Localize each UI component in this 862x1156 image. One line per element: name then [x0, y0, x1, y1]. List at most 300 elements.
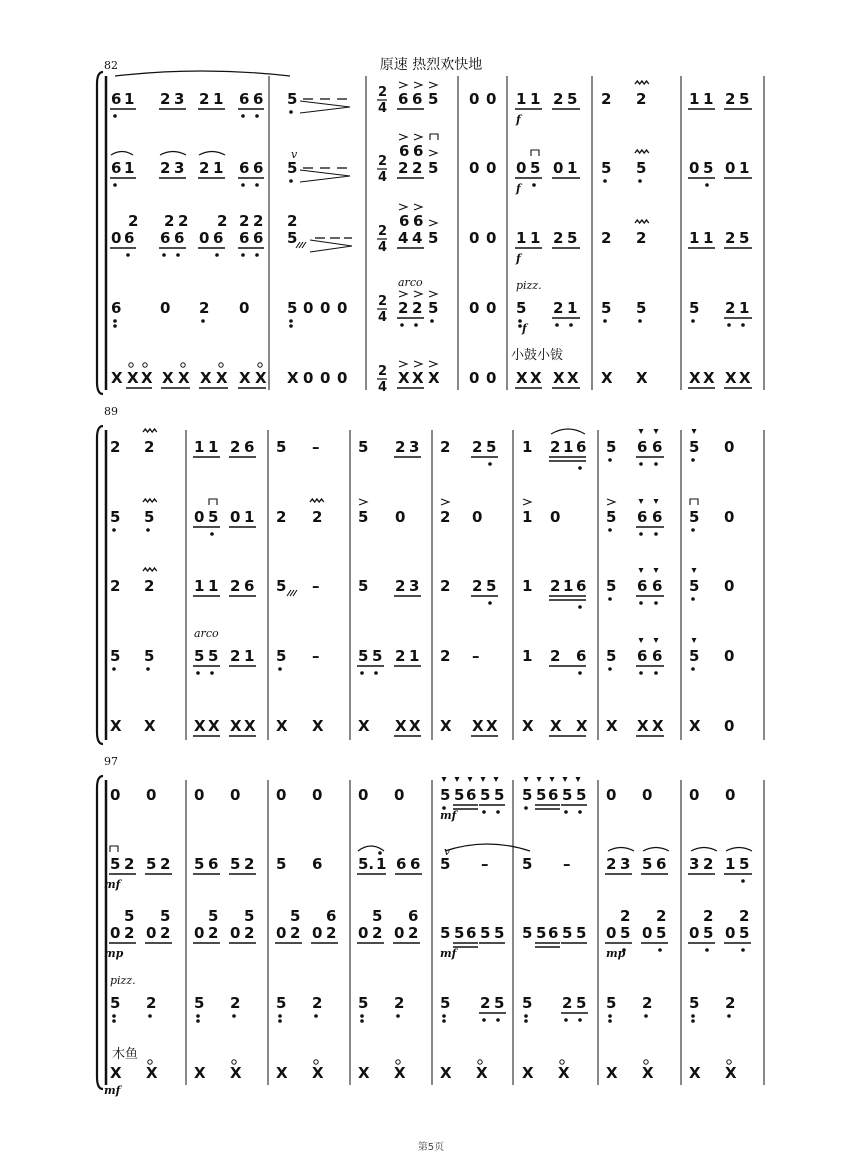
note-digit: 2 — [562, 994, 573, 1012]
note-digit: 5 — [287, 159, 298, 177]
note-digit: 2 — [601, 90, 612, 108]
note-digit: X — [394, 1064, 406, 1082]
octave-dot — [691, 1019, 695, 1023]
octave-dot — [608, 458, 612, 462]
accent-mark — [399, 204, 407, 210]
note-digit: 0 — [312, 924, 323, 942]
decrescendo-hairpin — [300, 101, 350, 113]
note-digit: 2 — [636, 229, 647, 247]
note-digit: 0 — [469, 369, 480, 387]
octave-dot — [691, 1014, 695, 1018]
octave-dot — [532, 183, 536, 187]
note-digit: 5 — [358, 647, 369, 665]
note-digit: 6 — [399, 212, 410, 230]
time-signature: 4 — [378, 240, 388, 255]
note-digit: 5 — [276, 647, 287, 665]
note-digit: 2 — [217, 212, 228, 230]
note-digit: 3 — [620, 855, 631, 873]
note-digit: 1 — [703, 229, 714, 247]
note-digit: 1 — [516, 229, 527, 247]
note-digit: 5 — [494, 786, 505, 804]
note-digit: 6 — [466, 924, 477, 942]
note-digit: 6 — [656, 855, 667, 873]
note-digit: 5 — [606, 438, 617, 456]
note-digit: 0 — [642, 786, 653, 804]
octave-dot — [396, 1014, 400, 1018]
slur — [358, 846, 384, 851]
note-digit: X — [312, 1064, 324, 1082]
note-digit: X — [703, 369, 715, 387]
note-digit: 5 — [110, 994, 121, 1012]
octave-dot — [638, 179, 642, 183]
octave-dot — [638, 319, 642, 323]
octave-dot — [255, 183, 259, 187]
note-digit: X — [110, 1064, 122, 1082]
note-digit: 2 — [620, 907, 631, 925]
octave-dot — [112, 1014, 116, 1018]
octave-dot — [112, 528, 116, 532]
note-digit: 1 — [689, 90, 700, 108]
note-digit: 1 — [530, 90, 541, 108]
note-digit: 0 — [276, 924, 287, 942]
note-digit: 6 — [652, 577, 663, 595]
note-digit: 5 — [739, 924, 750, 942]
note-digit: X — [486, 717, 498, 735]
note-digit: 2 — [199, 159, 210, 177]
staccato-mark — [639, 499, 644, 504]
note-digit: X — [111, 369, 123, 387]
staccato-mark — [692, 638, 697, 643]
note-digit: X — [412, 369, 424, 387]
octave-dot — [210, 532, 214, 536]
octave-dot — [196, 1014, 200, 1018]
octave-dot — [112, 667, 116, 671]
mordent-mark — [143, 568, 157, 571]
note-digit: 5 — [372, 907, 383, 925]
note-digit: 5 — [208, 907, 219, 925]
note-digit: 5 — [290, 907, 301, 925]
note-digit: 2 — [408, 924, 419, 942]
note-digit: 0 — [111, 229, 122, 247]
note-digit: 5 — [276, 577, 287, 595]
note-digit: 2 — [550, 577, 561, 595]
note-digit: – — [472, 647, 480, 665]
octave-dot — [430, 319, 434, 323]
note-digit: 1 — [194, 438, 205, 456]
note-digit: 0 — [469, 90, 480, 108]
note-digit: 5 — [620, 924, 631, 942]
note-digit: 5 — [606, 577, 617, 595]
note-digit: X — [642, 1064, 654, 1082]
note-digit: 0 — [358, 924, 369, 942]
octave-dot — [741, 323, 745, 327]
note-digit: 0 — [486, 159, 497, 177]
staccato-mark — [524, 777, 529, 782]
note-digit: 5 — [287, 90, 298, 108]
note-digit: 6 — [637, 577, 648, 595]
octave-dot — [113, 319, 117, 323]
note-digit: 2 — [412, 299, 423, 317]
slur — [551, 429, 585, 434]
note-digit: 6 — [408, 907, 419, 925]
octave-dot — [482, 810, 486, 814]
note-digit: X — [739, 369, 751, 387]
note-digit: 0 — [724, 508, 735, 526]
technique-marking: arco — [398, 276, 423, 289]
note-digit: 5 — [124, 907, 135, 925]
octave-dot — [374, 671, 378, 675]
downbow-mark — [690, 499, 698, 505]
note-digit: 0 — [230, 924, 241, 942]
system-bracket — [97, 776, 103, 1089]
octave-dot — [578, 810, 582, 814]
note-digit: 5 — [208, 647, 219, 665]
note-digit: X — [398, 369, 410, 387]
note-digit: 2 — [553, 229, 564, 247]
note-digit: 5 — [486, 577, 497, 595]
octave-dot — [488, 462, 492, 466]
accent-mark — [359, 499, 367, 505]
accent-mark — [414, 361, 422, 367]
note-digit: 5 — [194, 647, 205, 665]
note-digit: 5 — [454, 786, 465, 804]
note-digit: 5 — [522, 855, 533, 873]
note-digit: 0 — [194, 924, 205, 942]
octave-dot — [691, 319, 695, 323]
dynamic-mark: f — [516, 182, 521, 195]
slur — [726, 848, 752, 852]
note-digit: 6 — [410, 855, 421, 873]
note-digit: 5 — [576, 994, 587, 1012]
note-digit: 2 — [110, 577, 121, 595]
note-digit: 2 — [372, 924, 383, 942]
note-digit: X — [689, 1064, 701, 1082]
note-digit: 2 — [312, 994, 323, 1012]
note-digit: 2 — [703, 855, 714, 873]
note-digit: 6 — [576, 647, 587, 665]
note-digit: 3 — [174, 159, 185, 177]
octave-dot — [482, 1018, 486, 1022]
harmonic-mark — [219, 363, 223, 367]
octave-dot — [555, 323, 559, 327]
instrument-label: 木鱼 — [112, 1047, 139, 1062]
octave-dot — [112, 1019, 116, 1023]
note-digit: 0 — [110, 786, 121, 804]
accent-mark — [414, 204, 422, 210]
note-digit: 6 — [652, 508, 663, 526]
octave-dot — [639, 601, 643, 605]
staccato-mark — [639, 429, 644, 434]
accent-mark — [399, 291, 407, 297]
octave-dot — [691, 667, 695, 671]
octave-dot — [241, 253, 245, 257]
accent-mark — [399, 82, 407, 88]
note-digit: 1 — [567, 299, 578, 317]
note-digit: X — [652, 717, 664, 735]
note-digit: X — [141, 369, 153, 387]
slur — [111, 152, 133, 156]
note-digit: 0 — [303, 369, 314, 387]
note-digit: 5 — [522, 994, 533, 1012]
note-digit: 2 — [199, 299, 210, 317]
staccato-mark — [654, 499, 659, 504]
note-digit: 2 — [553, 90, 564, 108]
note-digit: 5 — [287, 229, 298, 247]
note-digit: 6 — [548, 924, 559, 942]
note-digit: X — [558, 1064, 570, 1082]
measure-number: 97 — [104, 755, 118, 768]
note-digit: X — [409, 717, 421, 735]
note-digit: X — [276, 1064, 288, 1082]
note-digit: 6 — [652, 647, 663, 665]
note-digit: 0 — [276, 786, 287, 804]
note-digit: 6 — [312, 855, 323, 873]
note-digit: 2 — [239, 212, 250, 230]
octave-dot — [608, 667, 612, 671]
note-digit: 0 — [553, 159, 564, 177]
note-digit: 0 — [199, 229, 210, 247]
note-digit: 5 — [276, 855, 287, 873]
note-digit: X — [162, 369, 174, 387]
octave-dot — [113, 324, 117, 328]
octave-dot — [741, 879, 745, 883]
note-digit: 5 — [110, 855, 121, 873]
note-digit: 5 — [428, 90, 439, 108]
note-digit: 5 — [739, 229, 750, 247]
note-digit: 5 — [110, 508, 121, 526]
note-digit: 1 — [522, 647, 533, 665]
staccato-mark — [692, 568, 697, 573]
slur — [160, 152, 186, 156]
note-digit: 6 — [399, 142, 410, 160]
note-digit: 5 — [703, 159, 714, 177]
accent-mark — [429, 291, 437, 297]
note-digit: 5 — [601, 299, 612, 317]
octave-dot — [126, 253, 130, 257]
note-digit: 0 — [606, 924, 617, 942]
note-digit: 0 — [689, 159, 700, 177]
note-digit: 3 — [174, 90, 185, 108]
note-digit: 0 — [394, 924, 405, 942]
note-digit: 2 — [642, 994, 653, 1012]
note-digit: 2 — [725, 90, 736, 108]
note-digit: 2 — [230, 438, 241, 456]
note-digit: 2 — [472, 577, 483, 595]
note-digit: 1 — [522, 577, 533, 595]
octave-dot — [608, 1019, 612, 1023]
note-digit: 6 — [213, 229, 224, 247]
note-digit: X — [358, 1064, 370, 1082]
note-digit: 5 — [494, 994, 505, 1012]
staccato-mark — [468, 777, 473, 782]
note-digit: X — [440, 717, 452, 735]
note-digit: 0 — [472, 508, 483, 526]
note-digit: 5 — [358, 438, 369, 456]
note-digit: 0 — [146, 786, 157, 804]
note-digit: 2 — [550, 647, 561, 665]
staccato-mark — [692, 429, 697, 434]
note-digit: 2 — [244, 855, 255, 873]
note-digit: X — [636, 369, 648, 387]
note-digit: – — [563, 855, 571, 873]
note-digit: 0 — [194, 786, 205, 804]
note-digit: X — [312, 717, 324, 735]
slur — [691, 848, 717, 852]
staccato-mark — [639, 638, 644, 643]
octave-dot — [608, 528, 612, 532]
note-digit: 5 — [636, 299, 647, 317]
note-digit: 1 — [213, 90, 224, 108]
note-digit: 0 — [394, 786, 405, 804]
octave-dot — [196, 1019, 200, 1023]
note-digit: 5 — [689, 299, 700, 317]
note-digit: 2 — [412, 159, 423, 177]
note-digit: 6 — [244, 438, 255, 456]
note-digit: 5 — [562, 786, 573, 804]
note-digit: 5 — [522, 924, 533, 942]
note-digit: 1 — [739, 299, 750, 317]
staccato-mark — [494, 777, 499, 782]
note-digit: 5 — [230, 855, 241, 873]
note-digit: X — [239, 369, 251, 387]
note-digit: 2 — [395, 438, 406, 456]
note-digit: X — [146, 1064, 158, 1082]
note-digit: 1 — [244, 647, 255, 665]
note-digit: 4 — [398, 229, 409, 247]
note-digit: 5 — [486, 438, 497, 456]
time-signature: 2 — [378, 364, 388, 379]
note-digit: 1 — [689, 229, 700, 247]
note-digit: 0 — [395, 508, 406, 526]
note-digit: X — [244, 717, 256, 735]
octave-dot — [639, 532, 643, 536]
octave-dot — [578, 605, 582, 609]
octave-dot — [278, 1014, 282, 1018]
octave-dot — [146, 667, 150, 671]
staccato-mark — [442, 777, 447, 782]
note-digit: X — [606, 717, 618, 735]
note-digit: X — [637, 717, 649, 735]
note-digit: 6 — [412, 90, 423, 108]
mordent-mark — [143, 499, 157, 502]
staccato-mark — [481, 777, 486, 782]
accent-mark — [429, 150, 437, 156]
note-digit: 6 — [637, 508, 648, 526]
harmonic-mark — [181, 363, 185, 367]
note-digit: 5 — [244, 907, 255, 925]
note-digit: 6 — [637, 438, 648, 456]
note-digit: 5 — [428, 299, 439, 317]
note-digit: 5 — [703, 924, 714, 942]
octave-dot — [691, 528, 695, 532]
note-digit: 2 — [160, 924, 171, 942]
note-digit: 6 — [637, 647, 648, 665]
note-digit: X — [725, 1064, 737, 1082]
octave-dot — [360, 1019, 364, 1023]
note-digit: 2 — [160, 159, 171, 177]
note-digit: 5 — [530, 159, 541, 177]
dynamic-mark: mf — [104, 1084, 121, 1097]
measure-number: 89 — [104, 405, 118, 418]
note-digit: 5 — [358, 508, 369, 526]
note-digit: X — [516, 369, 528, 387]
time-signature: 4 — [378, 310, 388, 325]
note-digit: 2 — [199, 90, 210, 108]
time-signature: 2 — [378, 154, 388, 169]
note-digit: X — [194, 717, 206, 735]
note-digit: 2 — [739, 907, 750, 925]
technique-marking: pizz. — [110, 974, 136, 987]
note-digit: 0 — [110, 924, 121, 942]
mordent-mark — [310, 499, 324, 502]
note-digit: 3 — [409, 577, 420, 595]
octave-dot — [608, 597, 612, 601]
note-digit: 0 — [724, 647, 735, 665]
note-digit: 2 — [253, 212, 264, 230]
note-digit: X — [472, 717, 484, 735]
note-digit: X — [476, 1064, 488, 1082]
note-digit: 0 — [486, 369, 497, 387]
note-digit: 2 — [160, 90, 171, 108]
staccato-mark — [654, 638, 659, 643]
note-digit: 0 — [239, 299, 250, 317]
note-digit: X — [553, 369, 565, 387]
octave-dot — [524, 806, 528, 810]
note-digit: X — [725, 369, 737, 387]
note-digit: 5 — [606, 508, 617, 526]
dynamic-mark: mp — [104, 947, 124, 960]
note-digit: 5 — [567, 90, 578, 108]
time-signature: 4 — [378, 170, 388, 185]
decrescendo-hairpin — [310, 240, 352, 252]
harmonic-mark — [129, 363, 133, 367]
slur — [608, 848, 634, 852]
staccato-mark — [639, 568, 644, 573]
note-digit: 2 — [244, 924, 255, 942]
octave-dot — [705, 948, 709, 952]
note-digit: 2 — [480, 994, 491, 1012]
note-digit: 2 — [440, 647, 451, 665]
note-digit: 0 — [725, 786, 736, 804]
note-digit: 6 — [244, 577, 255, 595]
note-digit: 5 — [689, 994, 700, 1012]
note-digit: 6 — [398, 90, 409, 108]
note-digit: 1 — [739, 159, 750, 177]
note-digit: 5 — [428, 229, 439, 247]
note-digit: – — [312, 577, 320, 595]
note-digit: 6 — [253, 159, 264, 177]
note-digit: 5 — [372, 647, 383, 665]
octave-dot — [578, 671, 582, 675]
octave-dot — [639, 671, 643, 675]
note-digit: 5 — [428, 159, 439, 177]
accent-mark — [607, 499, 615, 505]
note-digit: 5 — [636, 159, 647, 177]
note-digit: 6 — [111, 299, 122, 317]
note-digit: 1 — [567, 159, 578, 177]
staccato-mark — [654, 429, 659, 434]
note-digit: 5 — [516, 299, 527, 317]
slur — [643, 848, 669, 852]
note-digit: 5 — [146, 855, 157, 873]
technique-marking: arco — [194, 627, 219, 640]
accent-mark — [429, 82, 437, 88]
note-digit: 6 — [111, 159, 122, 177]
note-digit: 6 — [576, 577, 587, 595]
note-digit: 0 — [160, 299, 171, 317]
note-digit: 0 — [146, 924, 157, 942]
note-digit: 1 — [563, 438, 574, 456]
